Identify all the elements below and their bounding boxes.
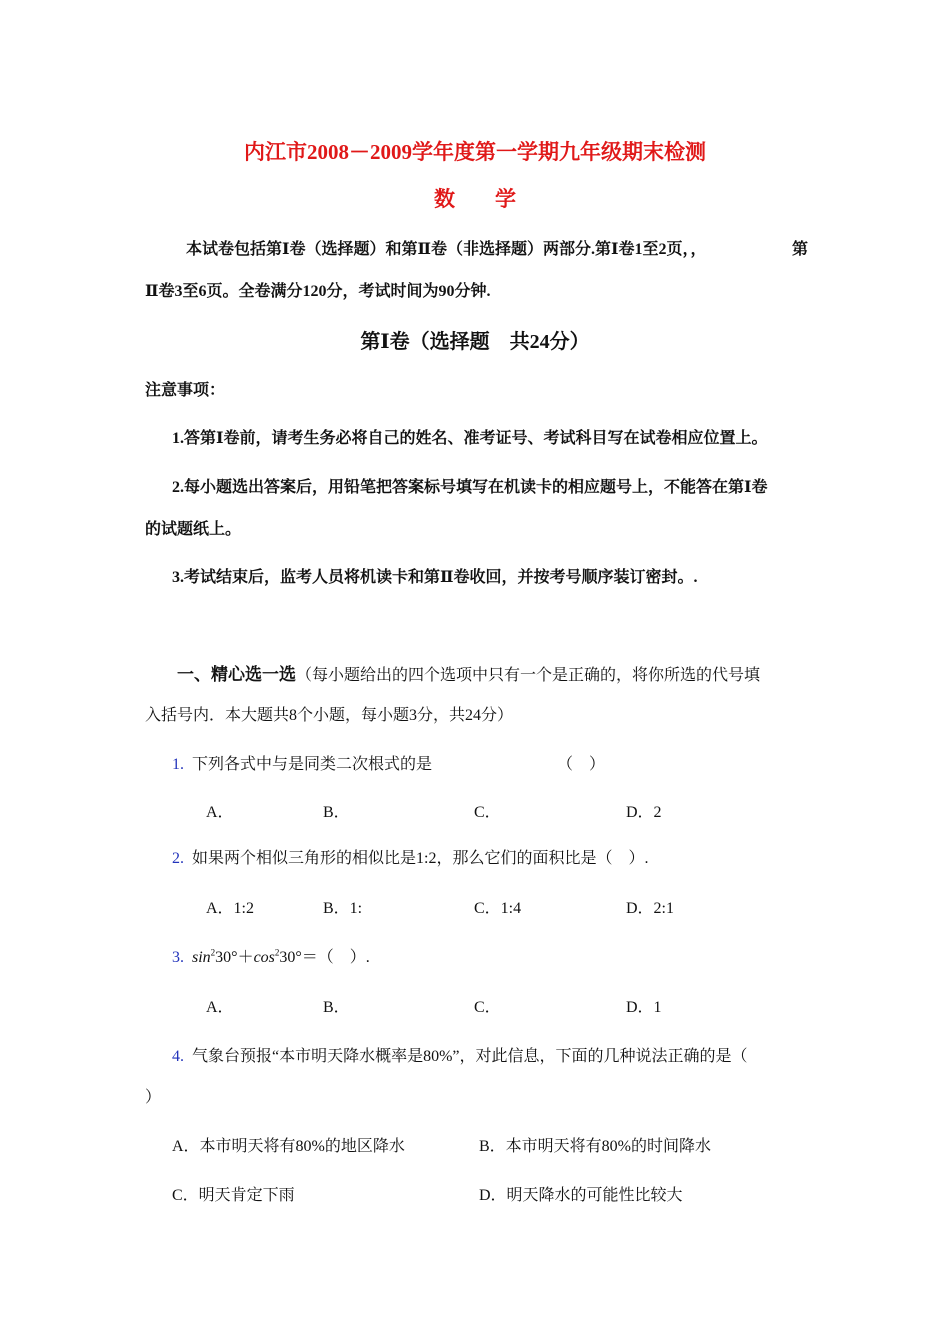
section-1-heading: 一、精心选一选	[177, 665, 296, 684]
option-c: C．1:4	[474, 900, 522, 917]
option-c: C．	[474, 999, 501, 1016]
question-number: 1.	[172, 756, 184, 773]
exam-title: 内江市2008－2009学年度第一学期九年级期末检测	[244, 140, 706, 164]
intro-line-1: 本试卷包括第Ⅰ卷（选择题）和第Ⅱ卷（非选择题）两部分.第Ⅰ卷1至2页，，	[186, 241, 707, 258]
note-item-3: 3.考试结束后，监考人员将机读卡和第Ⅱ卷收回，并按考号顺序装订密封。.	[172, 569, 698, 586]
expr-mid: 30°＋	[215, 949, 254, 966]
option-d: D．明天降水的可能性比较大	[479, 1187, 683, 1204]
section-1-header	[177, 660, 760, 685]
answer-bracket: （ ）	[557, 756, 606, 773]
notes-heading: 注意事项：	[145, 382, 226, 399]
note-item-2-cont: 的试题纸上。	[145, 521, 242, 538]
question-number: 2.	[172, 850, 184, 867]
note-item-1: 1.答第Ⅰ卷前，请考生务必将自己的姓名、准考证号、考试科目写在试卷相应位置上。	[172, 430, 768, 447]
question-2	[172, 845, 648, 868]
volume-1-heading: 第Ⅰ卷（选择题 共24分）	[360, 331, 590, 353]
option-d: D．2	[626, 804, 662, 821]
option-a: A．	[206, 804, 234, 821]
question-text: 气象台预报“本市明天降水概率是80%”，对此信息，下面的几种说法正确的是（	[192, 1048, 748, 1065]
option-a: A．1:2	[206, 900, 255, 917]
option-b: B．	[323, 999, 350, 1016]
option-b: B．	[323, 804, 350, 821]
question-3	[172, 944, 370, 967]
option-a: A．	[206, 999, 234, 1016]
intro-line-2: Ⅱ卷3至6页。全卷满分120分，考试时间为90分钟.	[145, 283, 491, 300]
note-item-2: 2.每小题选出答案后，用铅笔把答案标号填写在机读卡的相应题号上，不能答在第Ⅰ卷	[172, 479, 768, 496]
exponent: 2	[274, 947, 280, 958]
subject-title: 数学	[434, 187, 556, 211]
question-number: 4.	[172, 1048, 184, 1065]
expr-tail: 30°＝（ ）.	[279, 949, 370, 966]
option-d: D．2:1	[626, 900, 675, 917]
option-b: B．1:	[323, 900, 363, 917]
option-b: B．本市明天将有80%的时间降水	[479, 1138, 712, 1155]
option-c: C．明天肯定下雨	[172, 1187, 295, 1204]
section-1-desc: （每小题给出的四个选项中只有一个是正确的，将你所选的代号填	[296, 667, 761, 684]
question-4	[172, 1043, 748, 1066]
option-a: A．本市明天将有80%的地区降水	[172, 1138, 405, 1155]
intro-line-1-end: 第	[792, 241, 809, 258]
exponent: 2	[210, 947, 216, 958]
question-text-cont: ）	[145, 1089, 162, 1106]
sin-term: sin	[192, 949, 211, 966]
question-number: 3.	[172, 949, 184, 966]
section-1-desc-cont: 入括号内．本大题共8个小题，每小题3分，共24分）	[145, 707, 514, 724]
option-c: C．	[474, 804, 501, 821]
cos-term: cos	[253, 949, 275, 966]
question-text: 下列各式中与是同类二次根式的是	[192, 756, 433, 773]
question-text: 如果两个相似三角形的相似比是1:2，那么它们的面积比是（ ）.	[192, 850, 649, 867]
question-1	[172, 751, 432, 774]
option-d: D．1	[626, 999, 662, 1016]
